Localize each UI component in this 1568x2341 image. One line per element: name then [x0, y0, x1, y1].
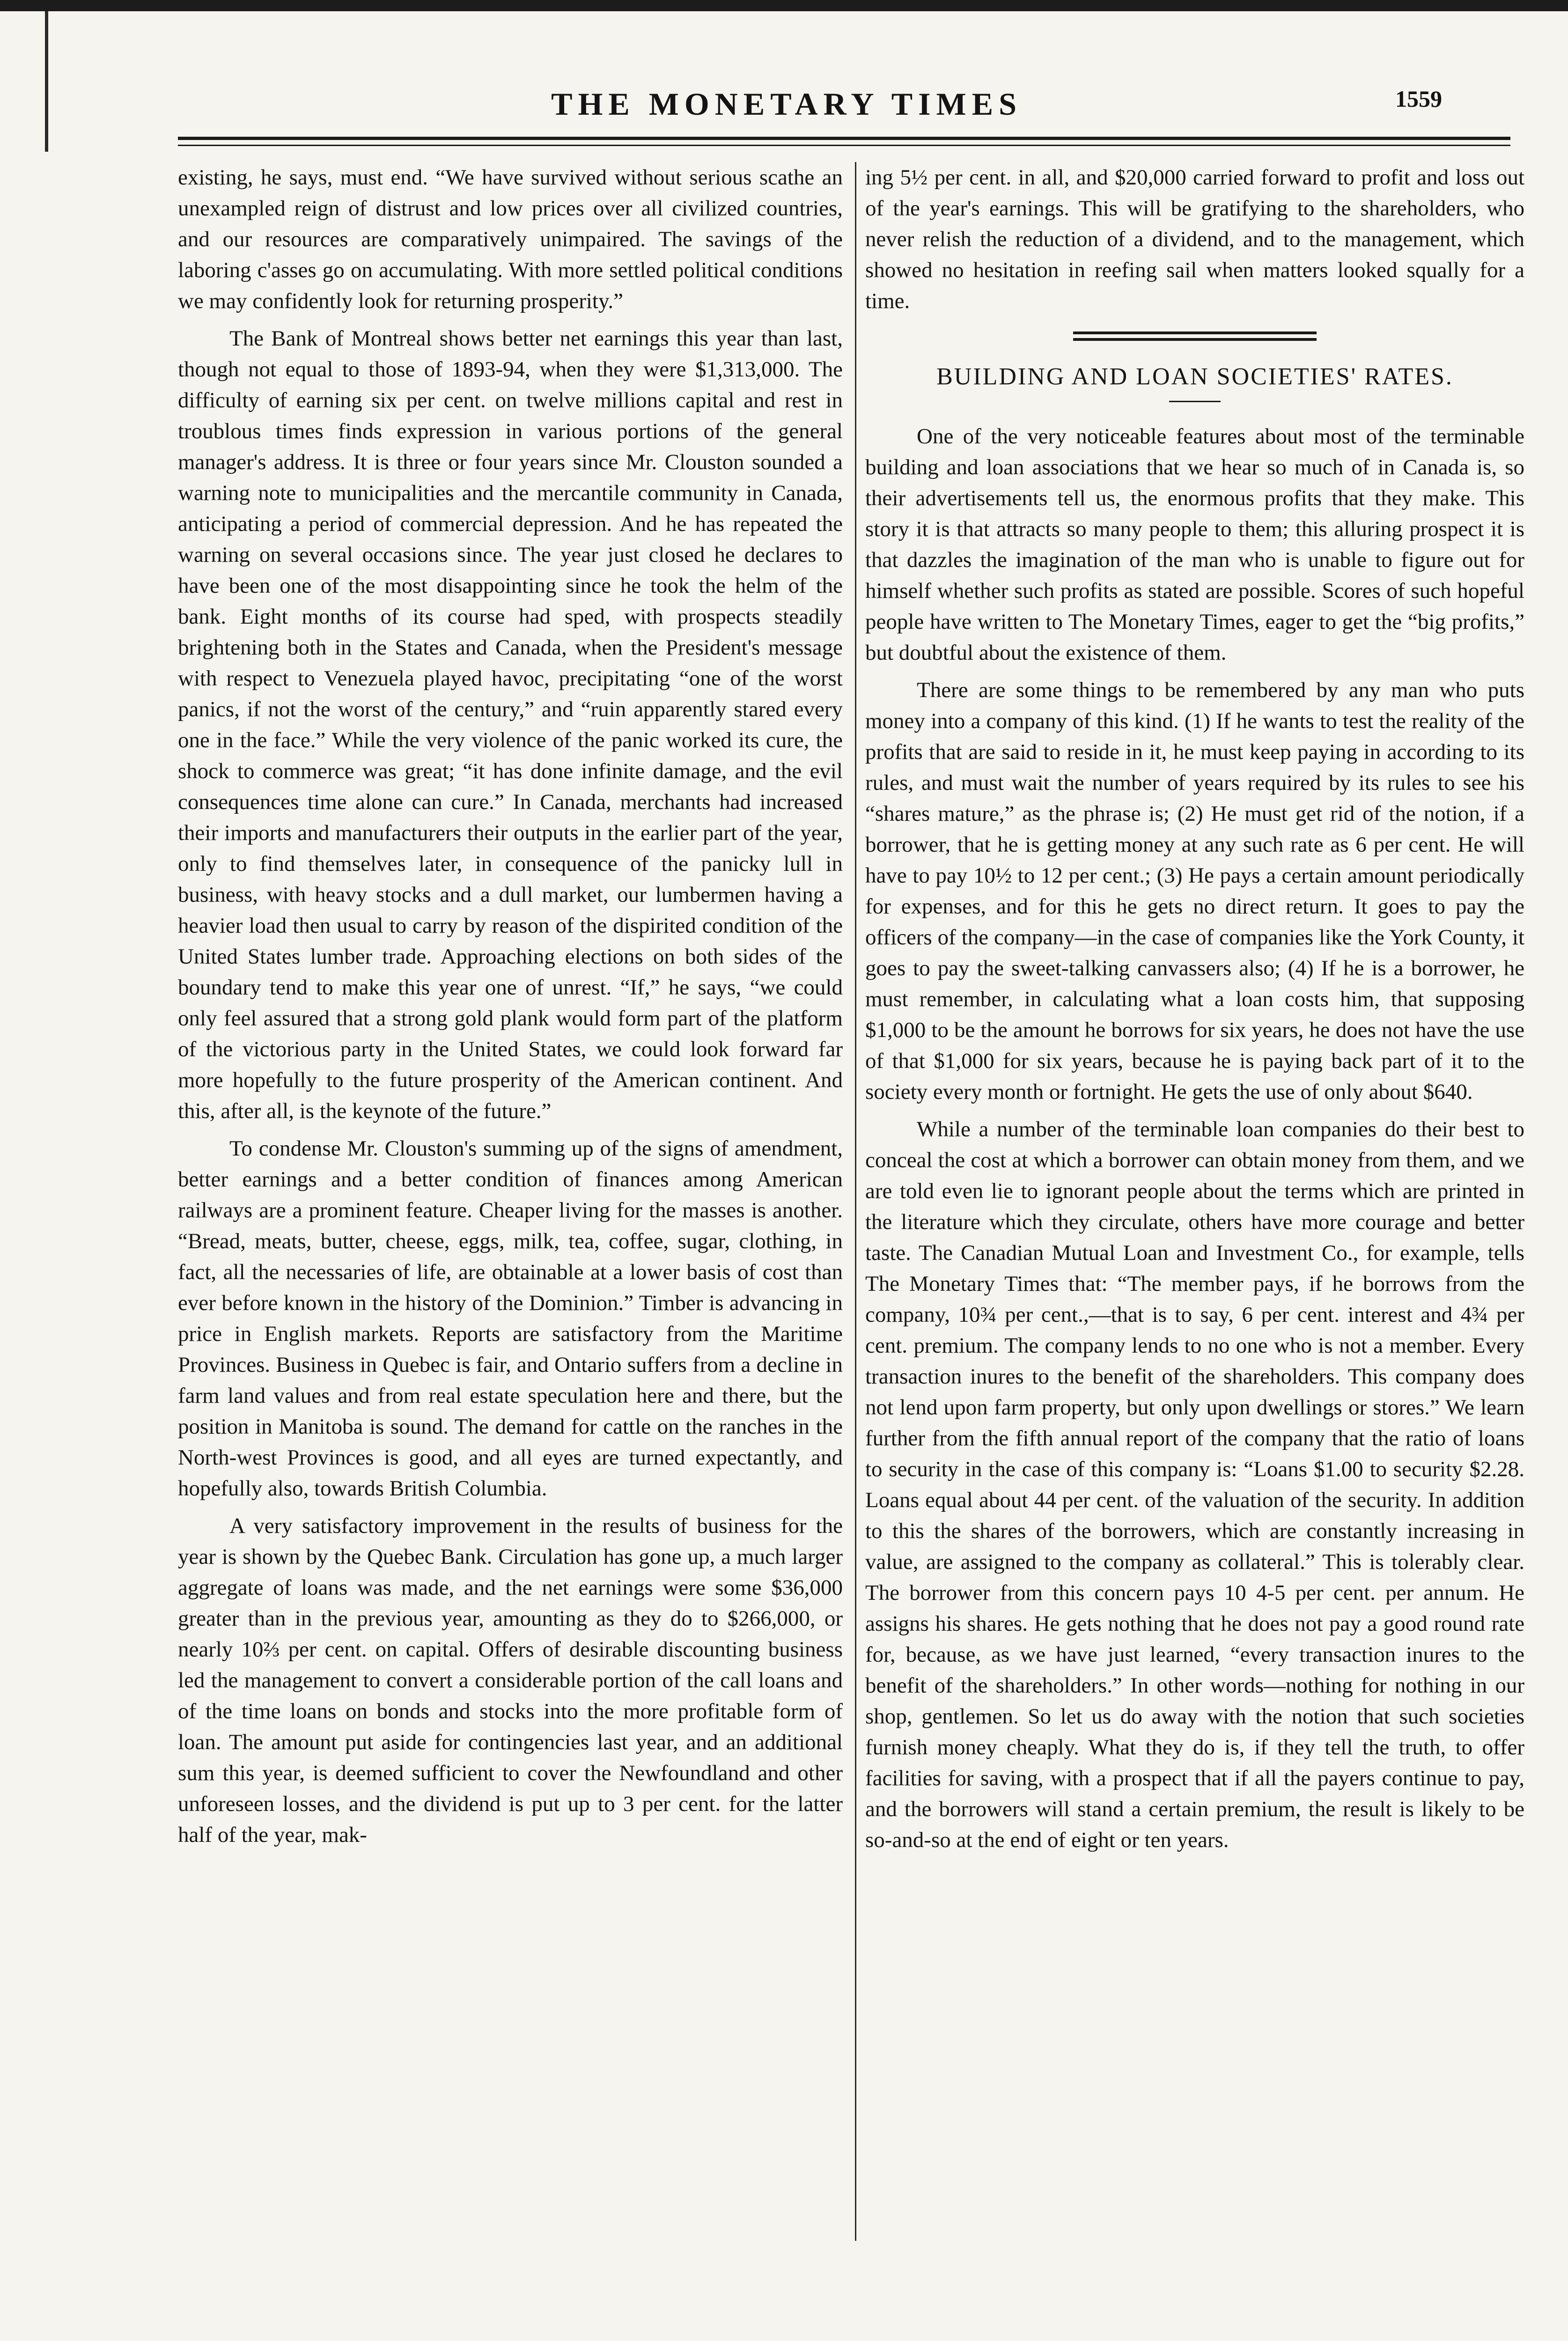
left-paragraph-4: A very satisfactory improvement in the results of business for the year is shown by the Quebec Bank. Circulation has gone up, a much larger aggregate of loans was made, and the net earnings were some $36,000 greater than in the previous year, amounting as they do to $266,000, or nearly 10⅔ per cent. on capital. Offers of desirable discounting business led the management to convert a considerable portion of the call loans and of the time loans on bonds and stocks into the more profitable form of loan. The amount put aside for contingencies last year, and an additional sum this year, is deemed sufficient to cover the Newfoundland and other unforeseen losses, and the dividend is put up to 3 per cent. for the latter half of the year, mak-	[178, 1514, 843, 1847]
left-column	[178, 162, 843, 1857]
right-paragraph-continued: ing 5½ per cent. in all, and $20,000 carried forward to profit and loss out of the year's earnings. This will be gratifying to the shareholders, who never relish the reduction of a dividend, and to the management, which showed no hesitation in reefing sail when matters looked squally for a time.	[865, 165, 1524, 313]
column-divider	[855, 162, 856, 2241]
header-rule-thin	[178, 145, 1510, 146]
right-paragraph-1: One of the very noticeable features about most of the terminable building and loan associations that we hear so much of in Canada is, so their advertisements tell us, the enormous profits that they make. This story it is that attracts so many people to them; this alluring prospect it is that dazzles the imagination of the man who is unable to figure out for himself whether such profits as stated are possible. Scores of such hopeful people have written to The Monetary Times, eager to get the “big profits,” but doubtful about the existence of them.	[865, 424, 1524, 665]
left-paragraph-3: To condense Mr. Clouston's summing up of the signs of amendment, better earnings and a better condition of finances among American railways are a prominent feature. Cheaper living for the masses is another. “Bread, meats, butter, cheese, eggs, milk, tea, coffee, sugar, clothing, in fact, all the necessaries of life, are obtainable at a lower basis of cost than ever before known in the history of the Dominion.” Timber is advancing in price in English markets. Reports are satisfactory from the Maritime Provinces. Business in Quebec is fair, and Ontario suffers from a decline in farm land values and from real estate speculation here and there, but the position in Manitoba is sound. The demand for cattle on the ranches in the North-west Provinces is good, and all eyes are turned expectantly, and hopefully also, towards British Columbia.	[178, 1136, 843, 1501]
page-number: 1559	[1395, 86, 1442, 112]
left-paragraph-1: existing, he says, must end. “We have survived without serious scathe an unexampled reign of distrust and low prices over all civilized countries, and our resources are comparatively unimpaired. The savings of the laboring c'asses go on accumulating. With more settled political conditions we may confidently look for returning prosperity.”	[178, 165, 843, 313]
heading-underline	[1169, 401, 1221, 402]
right-paragraph-3: While a number of the terminable loan companies do their best to conceal the cost at which a borrower can obtain money from them, and we are told even lie to ignorant people about the terms which are printed in the literature which they circulate, others have more courage and better taste. The Canadian Mutual Loan and Investment Co., for example, tells The Monetary Times that: “The member pays, if he borrows from the company, 10¾ per cent.,—that is to say, 6 per cent. interest and 4¾ per cent. premium. The company lends to no one who is not a member. Every transaction inures to the benefit of the shareholders. This company does not lend upon farm property, but only upon dwellings or stores.” We learn further from the fifth annual report of the company that the ratio of loans to security in the case of this company is: “Loans $1.00 to security $2.28. Loans equal about 44 per cent. of the valuation of the security. In addition to this the shares of the borrowers, which are constantly increasing in value, are assigned to the company as collateral.” This is tolerably clear. The borrower from this concern pays 10 4-5 per cent. per annum. He assigns his shares. He gets nothing that he does not pay a good round rate for, because, as we have just learned, “every transaction inures to the benefit of the shareholders.” In other words—nothing for nothing in our shop, gentlemen. So let us do away with the notion that such societies furnish money cheaply. What they do is, if they tell the truth, to offer facilities for saving, with a prospect that if all the payers continue to pay, and the borrowers will stand a certain premium, the result is likely to be so-and-so at the end of eight or ten years.	[865, 1117, 1524, 1852]
right-column	[865, 162, 1524, 1862]
top-border-rule	[0, 0, 1568, 11]
binding-edge	[45, 11, 48, 152]
masthead	[169, 81, 1442, 127]
section-divider	[1073, 331, 1317, 341]
left-paragraph-2: The Bank of Montreal shows better net earnings this year than last, though not equal to those of 1893-94, when they were $1,313,000. The difficulty of earning six per cent. on twelve millions capital and rest in troublous times finds expression in various portions of the general manager's address. It is three or four years since Mr. Clouston sounded a warning note to municipalities and the mercantile community in Canada, anticipating a period of commercial depression. And he has repeated the warning on several occasions since. The year just closed he declares to have been one of the most disappointing since he took the helm of the bank. Eight months of its course had sped, with prospects steadily brightening both in the States and Canada, when the President's message with respect to Venezuela played havoc, precipitating “one of the worst panics, if not the worst of the century,” and “ruin apparently stared every one in the face.” While the very violence of the panic worked its cure, the shock to commerce was great; “it has done infinite damage, and the evil consequences time alone can cure.” In Canada, merchants had increased their imports and manufacturers their outputs in the earlier part of the year, only to find themselves later, in consequence of the panicky lull in business, with heavy stocks and a dull market, our lumbermen having a heavier load then usual to carry by reason of the dispirited condition of the United States lumber trade. Approaching elections on both sides of the boundary tend to make this year one of unrest. “If,” he says, “we could only feel assured that a strong gold plank would form part of the platform of the victorious party in the United States, we could look forward far more hopefully to the future prosperity of the American continent. And this, after all, is the keynote of the future.”	[178, 326, 843, 1123]
section-heading: BUILDING AND LOAN SOCIETIES' RATES.	[936, 363, 1453, 390]
publication-title: THE MONETARY TIMES	[551, 86, 1022, 122]
header-rule-thick	[178, 137, 1510, 140]
right-paragraph-2: There are some things to be remembered by any man who puts money into a company of this kind. (1) If he wants to test the reality of the profits that are said to reside in it, he must keep paying in according to its rules, and must wait the number of years required by its rules to see his “shares mature,” as the phrase is; (2) He must get rid of the notion, if a borrower, that he is getting money at any such rate as 6 per cent. He will have to pay 10½ to 12 per cent.; (3) He pays a certain amount periodically for expenses, and for this he gets no direct return. It goes to pay the officers of the company—in the case of companies like the York County, it goes to pay the sweet-talking canvassers also; (4) If he is a borrower, he must remember, in calculating what a loan costs him, that supposing $1,000 to be the amount he borrows for six years, he does not have the use of that $1,000 for six years, because he is paying back part of it to the society every month or fortnight. He gets the use of only about $640.	[865, 678, 1524, 1104]
